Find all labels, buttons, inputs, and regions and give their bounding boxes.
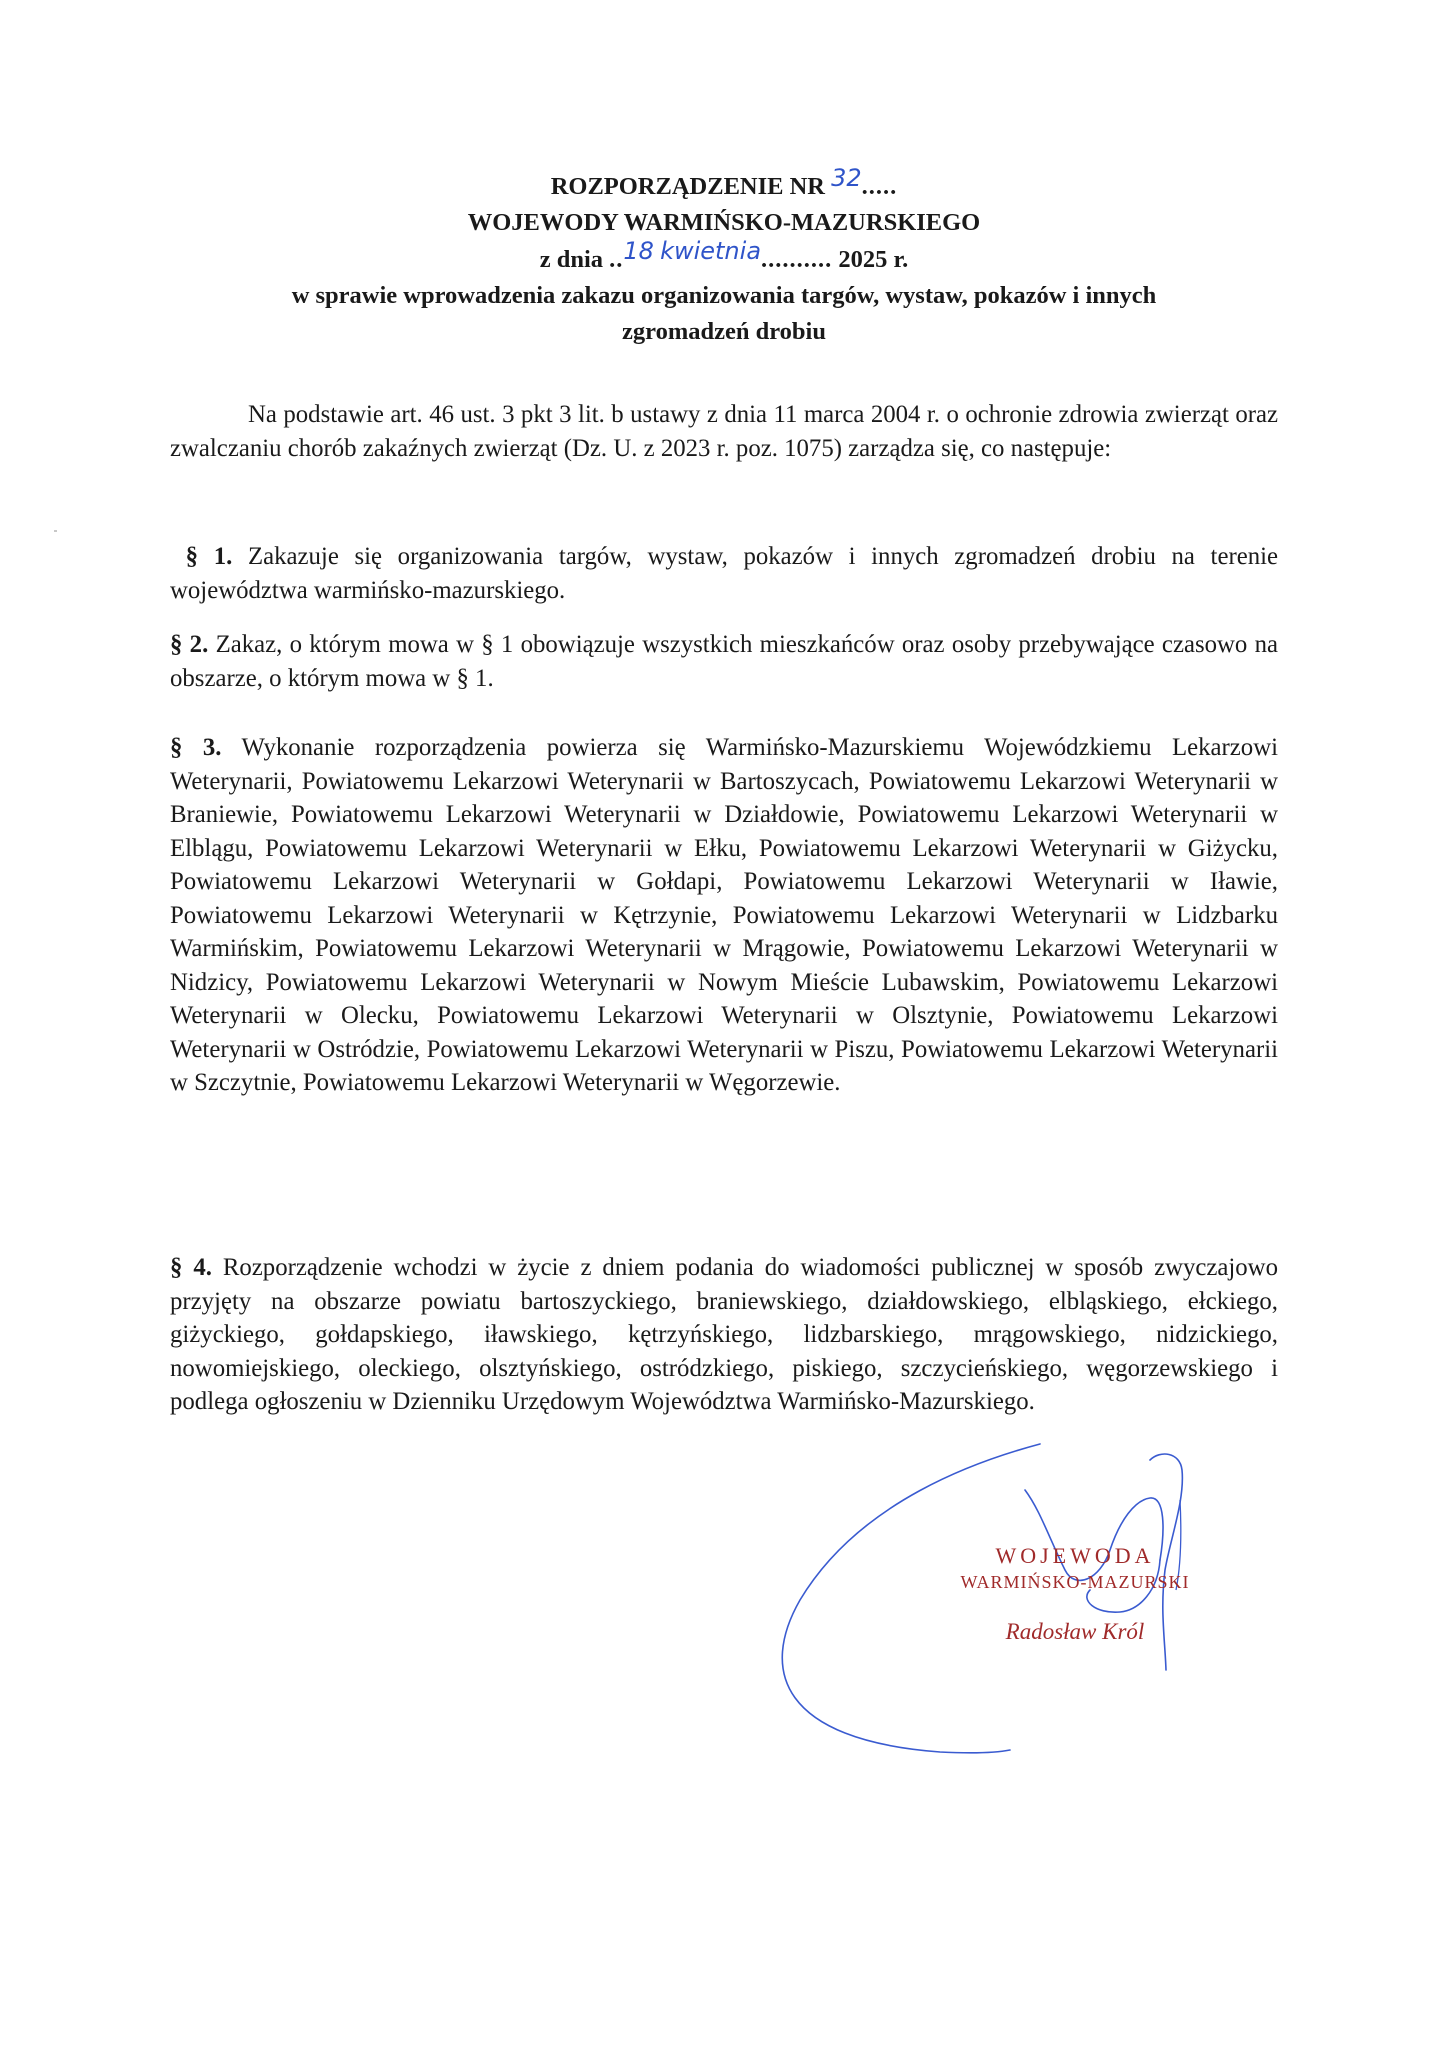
issuer-line: WOJEWODY WARMIŃSKO-MAZURSKIEGO	[467, 209, 981, 236]
section-2-number: § 2.	[170, 631, 209, 658]
official-stamp	[945, 1543, 1205, 1645]
section-2-text: Zakaz, o którym mowa w § 1 obowiązuje wszystkich mieszkańców oraz osoby przebywające czasowo na obszarze, o którym mowa w § 1.	[170, 631, 1278, 692]
section-1	[170, 540, 1278, 607]
stamp-name: Radosław Król	[1005, 1619, 1145, 1644]
subject-line-2: zgromadzeń drobiu	[622, 318, 826, 345]
legal-basis-paragraph	[170, 398, 1278, 465]
document-header	[170, 164, 1278, 350]
title-dots: .....	[861, 173, 898, 200]
date-dots-a: ..	[609, 246, 624, 273]
section-1-text: Zakazuje się organizowania targów, wystaw, pokazów i innych zgromadzeń drobiu na terenie województwa warmińsko-mazurskiego.	[170, 543, 1279, 604]
section-3	[170, 731, 1278, 1100]
date-year: 2025 r.	[838, 246, 909, 273]
title-line	[170, 164, 1278, 205]
legal-basis-text: Na podstawie art. 46 ust. 3 pkt 3 lit. b ustawy z dnia 11 marca 2004 r. o ochronie zdrowia zwierząt oraz zwalczaniu chorób zakaźnych zwierząt (Dz. U. z 2023 r. poz. 1075) zarządza się, co następuje:	[170, 401, 1278, 462]
stamp-title: WOJEWODA	[995, 1543, 1155, 1568]
section-4-number: § 4.	[170, 1254, 212, 1281]
section-4	[170, 1251, 1278, 1419]
handwritten-number: 32	[831, 164, 862, 192]
handwritten-month: kwietnia	[660, 237, 762, 265]
date-prefix: z dnia	[539, 246, 604, 273]
handwritten-day: 18	[623, 237, 654, 265]
stamp-office: WARMIŃSKO-MAZURSKI	[960, 1572, 1190, 1592]
section-3-number: § 3.	[170, 734, 222, 761]
date-line	[170, 237, 1278, 278]
section-1-number: § 1.	[185, 543, 233, 570]
date-dots-b: ..........	[761, 246, 833, 273]
section-4-text: Rozporządzenie wchodzi w życie z dniem podania do wiadomości publicznej w sposób zwyczajowo przyjęty na obszarze powiatu bartoszyckiego, braniewskiego, działdowskiego, elbląskiego, ełckiego, giżyckiego, gołdapskiego, iławskiego, kętrzyńskiego, lidzbarskiego, mrągowskiego, nidzickiego, nowomiejskiego, oleckiego, olsztyńskiego, ostródzkiego, piskiego, szczycieńskiego, węgorzewskiego i podlega ogłoszeniu w Dzienniku Urzędowym Województwa Warmińsko-Mazurskiego.	[170, 1254, 1278, 1415]
section-2	[170, 628, 1278, 695]
subject-line-1: w sprawie wprowadzenia zakazu organizowania targów, wystaw, pokazów i innych	[291, 282, 1157, 309]
title-prefix: ROZPORZĄDZENIE NR	[550, 173, 825, 200]
scan-edge-mark	[54, 530, 57, 532]
section-3-text: Wykonanie rozporządzenia powierza się Warmińsko-Mazurskiemu Wojewódzkiemu Lekarzowi Weterynarii, Powiatowemu Lekarzowi Weterynarii w Bartoszycach, Powiatowemu Lekarzowi Weterynarii w Braniewie, Powiatowemu Lekarzowi Weterynarii w Działdowie, Powiatowemu Lekarzowi Weterynarii w Elblągu, Powiatowemu Lekarzowi Weterynarii w Ełku, Powiatowemu Lekarzowi Weterynarii w Giżycku, Powiatowemu Lekarzowi Weterynarii w Gołdapi, Powiatowemu Lekarzowi Weterynarii w Iławie, Powiatowemu Lekarzowi Weterynarii w Kętrzynie, Powiatowemu Lekarzowi Weterynarii w Lidzbarku Warmińskim, Powiatowemu Lekarzowi Weterynarii w Mrągowie, Powiatowemu Lekarzowi Weterynarii w Nidzicy, Powiatowemu Lekarzowi Weterynarii w Nowym Mieście Lubawskim, Powiatowemu Lekarzowi Weterynarii w Olecku, Powiatowemu Lekarzowi Weterynarii w Olsztynie, Powiatowemu Lekarzowi Weterynarii w Ostródzie, Powiatowemu Lekarzowi Weterynarii w Piszu, Powiatowemu Lekarzowi Weterynarii w Szczytnie, Powiatowemu Lekarzowi Weterynarii w Węgorzewie.	[170, 734, 1278, 1096]
